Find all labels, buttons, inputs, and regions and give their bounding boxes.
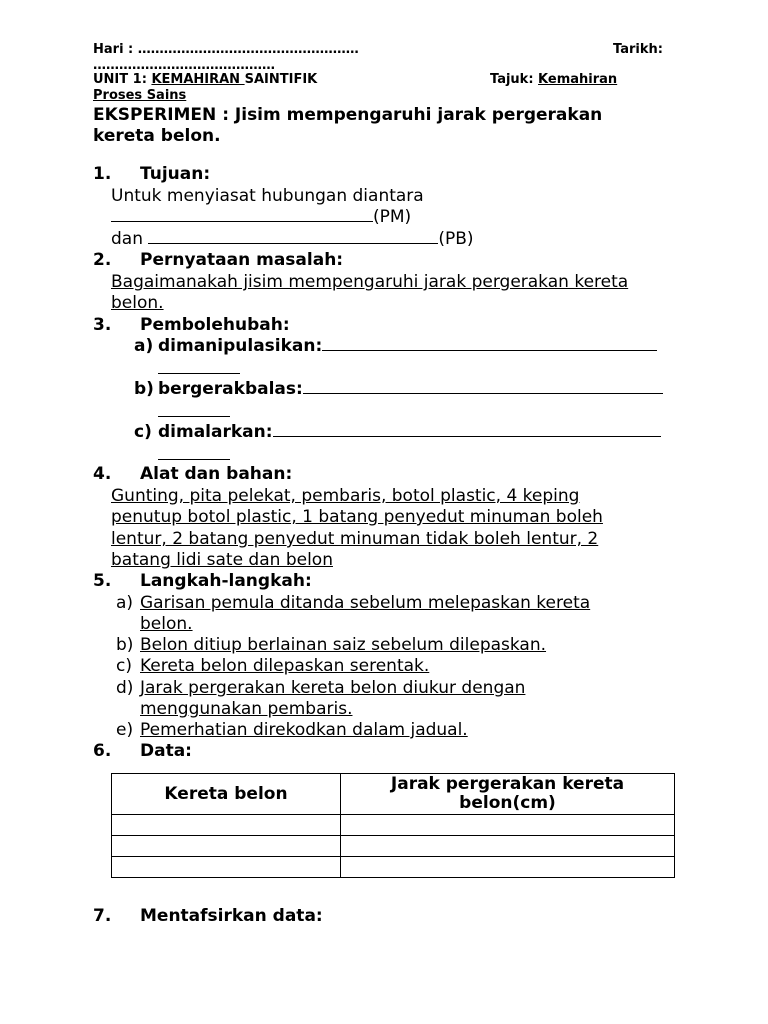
pb-blank bbox=[148, 242, 438, 244]
masalah-line2: belon. bbox=[111, 293, 164, 313]
tajuk-value: Kemahiran bbox=[538, 72, 618, 87]
var-a-blank bbox=[322, 349, 657, 351]
var-b-label: bergerakbalas: bbox=[158, 379, 303, 399]
experiment-title-line2: kereta belon. bbox=[93, 126, 221, 146]
section-4-number: 4. bbox=[93, 464, 112, 484]
bahan-line: batang lidi sate dan belon bbox=[111, 550, 333, 570]
tajuk-line bbox=[490, 72, 617, 87]
step-marker: c) bbox=[116, 656, 132, 676]
table-row bbox=[112, 857, 675, 878]
col-header-jarak-line2: belon(cm) bbox=[459, 793, 556, 813]
experiment-title-line1: EKSPERIMEN : Jisim mempengaruhi jarak pergerakan bbox=[93, 105, 603, 125]
var-a-row bbox=[158, 336, 657, 357]
step-marker: b) bbox=[116, 635, 134, 655]
col-header-jarak-line1: Jarak pergerakan kereta bbox=[390, 774, 625, 794]
var-b-row bbox=[158, 379, 663, 400]
tarikh-dots: …………………………………… bbox=[93, 58, 275, 73]
unit-underlined: KEMAHIRAN bbox=[151, 72, 245, 87]
table-header-row bbox=[112, 774, 675, 815]
section-5-number: 5. bbox=[93, 571, 112, 591]
tajuk-cont: Proses Sains bbox=[93, 88, 187, 103]
unit-prefix: UNIT 1: bbox=[93, 72, 152, 87]
step-marker: e) bbox=[116, 720, 134, 740]
step-text: menggunakan pembaris. bbox=[140, 699, 353, 719]
var-a-blank-cont bbox=[158, 373, 240, 374]
pb-label: (PB) bbox=[438, 229, 474, 249]
pm-label: (PM) bbox=[373, 207, 412, 227]
table-cell[interactable] bbox=[341, 836, 675, 857]
tujuan-text: Untuk menyiasat hubungan diantara bbox=[111, 186, 424, 206]
bahan-line: lentur, 2 batang penyedut minuman tidak boleh lentur, 2 bbox=[111, 529, 599, 549]
var-c-blank-cont bbox=[158, 459, 230, 460]
section-3-heading: Pembolehubah: bbox=[140, 315, 290, 335]
section-3-number: 3. bbox=[93, 315, 112, 335]
step-text: Jarak pergerakan kereta belon diukur dengan bbox=[140, 678, 526, 698]
var-a-label: dimanipulasikan: bbox=[158, 336, 323, 356]
table-row bbox=[112, 836, 675, 857]
table-cell[interactable] bbox=[341, 857, 675, 878]
unit-line bbox=[93, 72, 317, 87]
section-7-heading: Mentafsirkan data: bbox=[140, 906, 323, 926]
var-c-marker: c) bbox=[134, 422, 152, 442]
section-7-number: 7. bbox=[93, 906, 112, 926]
section-5-heading: Langkah-langkah: bbox=[140, 571, 312, 591]
unit-rest: SAINTIFIK bbox=[244, 72, 318, 87]
pb-line bbox=[111, 229, 474, 250]
bahan-line: penutup botol plastic, 1 batang penyedut minuman boleh bbox=[111, 507, 603, 527]
step-text: belon. bbox=[140, 614, 193, 634]
bahan-line: Gunting, pita pelekat, pembaris, botol plastic, 4 keping bbox=[111, 486, 580, 506]
var-b-marker: b) bbox=[134, 379, 154, 399]
section-1-heading: Tujuan: bbox=[140, 164, 211, 184]
section-2-number: 2. bbox=[93, 250, 112, 270]
table-cell[interactable] bbox=[112, 836, 341, 857]
table-cell[interactable] bbox=[112, 815, 341, 836]
tajuk-label: Tajuk: bbox=[490, 72, 539, 87]
var-c-label: dimalarkan: bbox=[158, 422, 273, 442]
masalah-line1: Bagaimanakah jisim mempengaruhi jarak pergerakan kereta bbox=[111, 272, 629, 292]
step-text: Belon ditiup berlainan saiz sebelum dilepaskan. bbox=[140, 635, 547, 655]
dan-label: dan bbox=[111, 229, 149, 249]
var-b-blank bbox=[303, 392, 663, 394]
tarikh-label: Tarikh: bbox=[613, 42, 663, 57]
pm-blank bbox=[111, 220, 373, 222]
section-6-number: 6. bbox=[93, 741, 112, 761]
var-c-blank bbox=[273, 435, 661, 437]
section-4-heading: Alat dan bahan: bbox=[140, 464, 293, 484]
col-header-kereta: Kereta belon bbox=[112, 774, 341, 815]
var-a-marker: a) bbox=[134, 336, 154, 356]
table-cell[interactable] bbox=[341, 815, 675, 836]
hari-field: Hari : …………………………………………… bbox=[93, 42, 359, 57]
data-table bbox=[111, 773, 675, 878]
step-text: Garisan pemula ditanda sebelum melepaskan kereta bbox=[140, 593, 591, 613]
section-6-heading: Data: bbox=[140, 741, 192, 761]
table-row bbox=[112, 815, 675, 836]
step-marker: a) bbox=[116, 593, 134, 613]
var-c-row bbox=[158, 422, 661, 443]
table-cell[interactable] bbox=[112, 857, 341, 878]
section-1-number: 1. bbox=[93, 164, 112, 184]
col-header-jarak bbox=[341, 774, 675, 815]
step-text: Kereta belon dilepaskan serentak. bbox=[140, 656, 430, 676]
pm-line bbox=[111, 207, 411, 228]
var-b-blank-cont bbox=[158, 416, 230, 417]
step-text: Pemerhatian direkodkan dalam jadual. bbox=[140, 720, 468, 740]
section-2-heading: Pernyataan masalah: bbox=[140, 250, 344, 270]
step-marker: d) bbox=[116, 678, 134, 698]
